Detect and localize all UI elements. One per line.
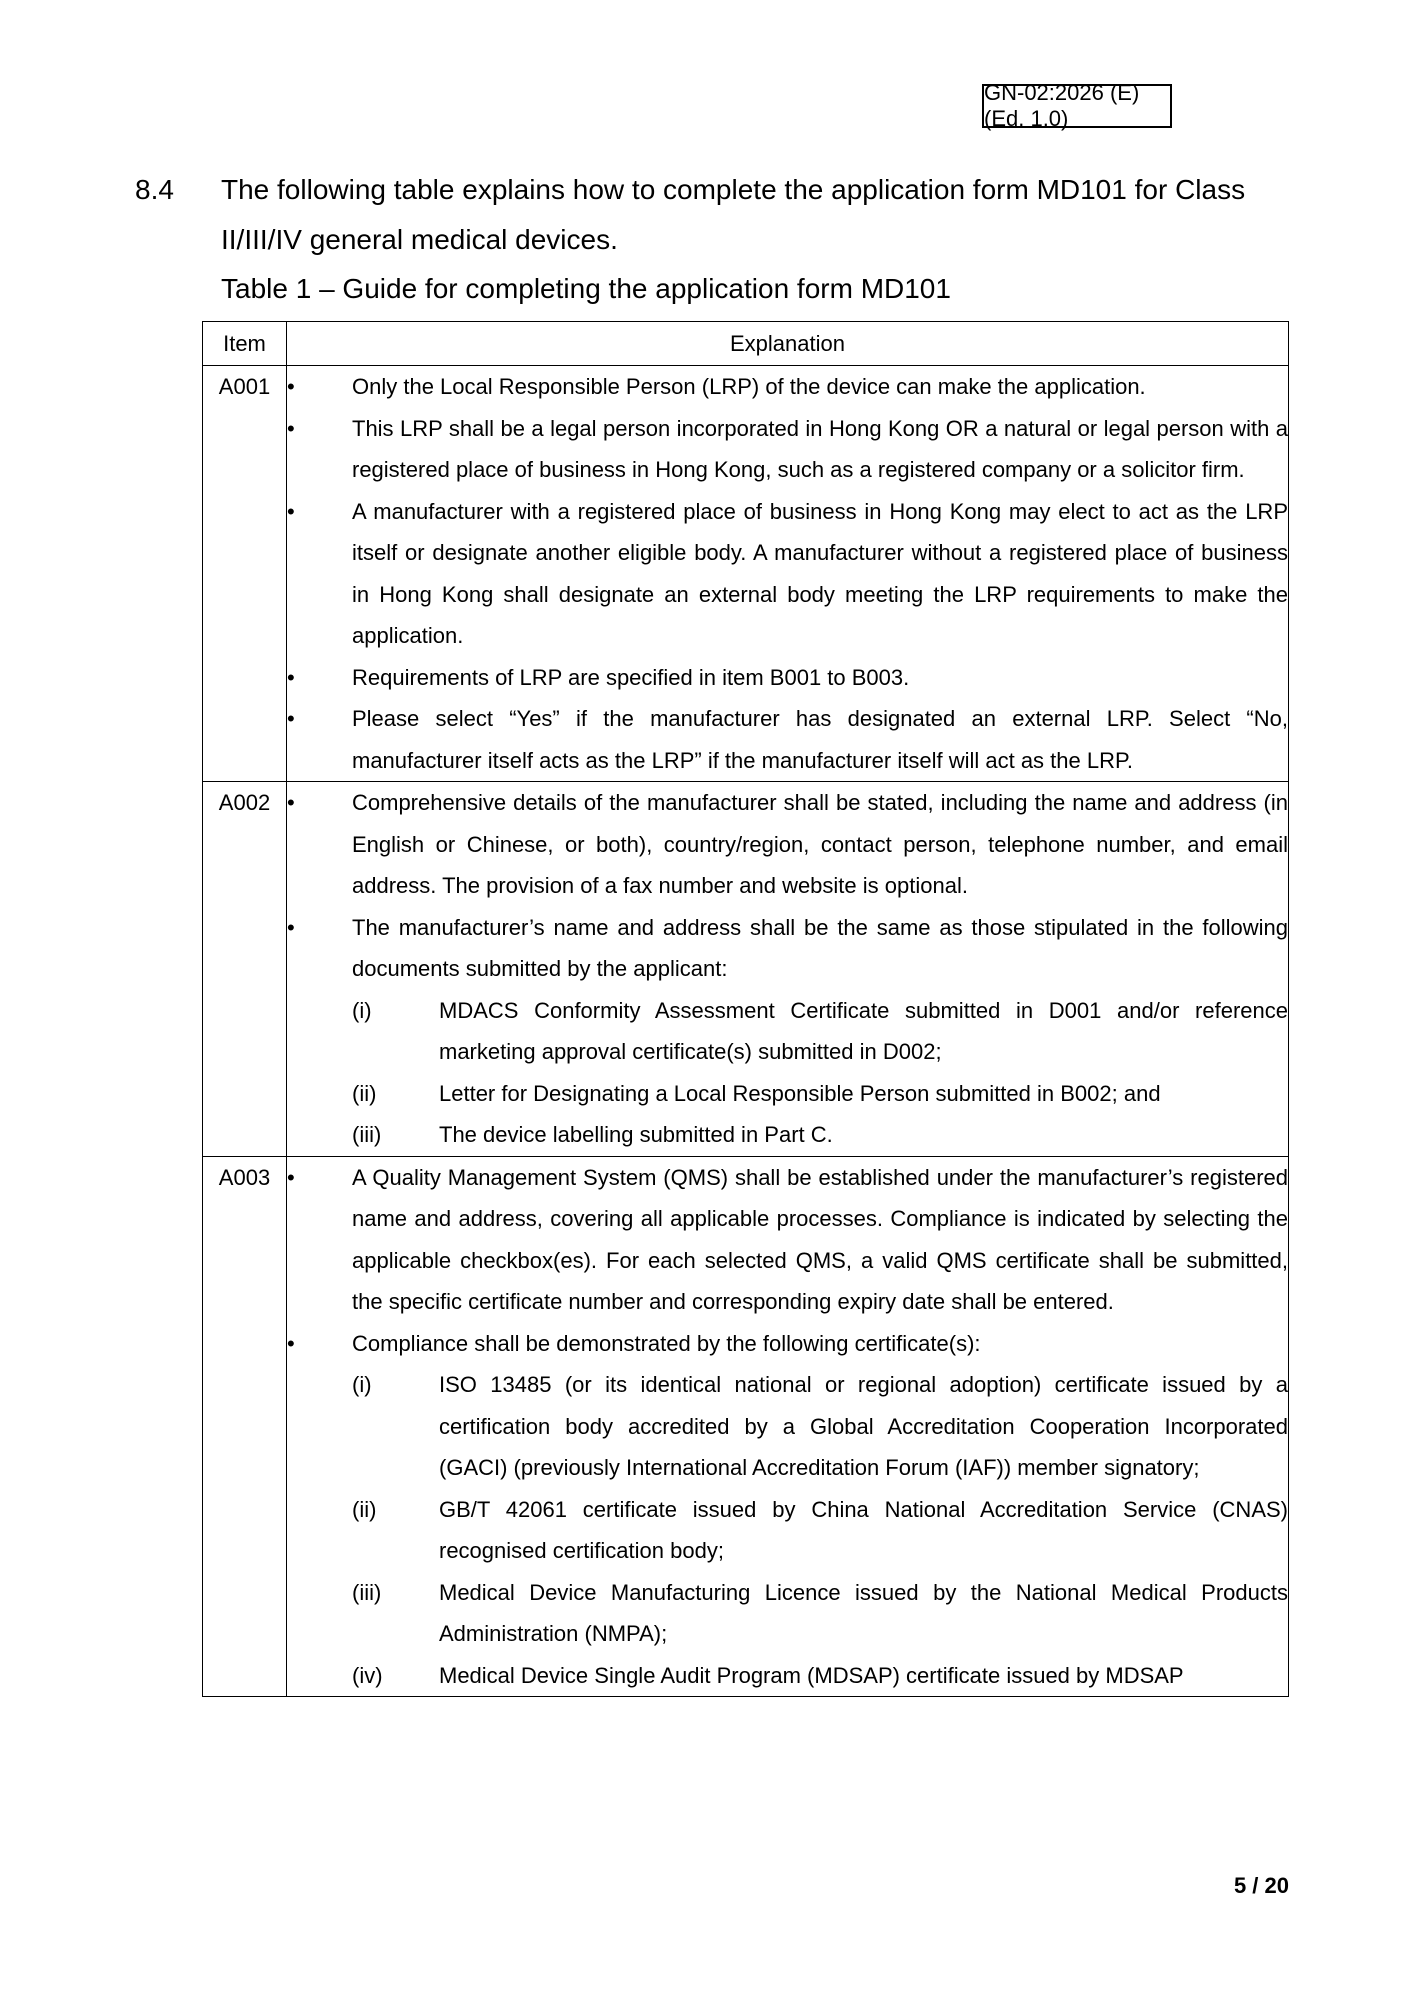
section-paragraph [135, 165, 1295, 265]
sub-item-label: (iii) [352, 1579, 382, 1605]
bullet-text: The manufacturer’s name and address shall be the same as those stipulated in the following documents submitted by the applicant: [352, 914, 1288, 981]
bullet-icon: • [287, 790, 295, 815]
explanation-cell [287, 366, 1289, 782]
bullet-text: Requirements of LRP are specified in item B001 to B003. [352, 664, 910, 690]
table-body [203, 366, 1289, 1697]
bullet-text: This LRP shall be a legal person incorporated in Hong Kong OR a natural or legal person with a registered place of business in Hong Kong, such as a registered company or a solicitor firm. [352, 415, 1288, 482]
guide-table [202, 321, 1289, 1697]
sub-item-text: MDACS Conformity Assessment Certificate submitted in D001 and/or reference marketing approval certificate(s) submitted in D002; [439, 997, 1288, 1064]
bullet-item [287, 366, 1288, 408]
sub-item-label: (iv) [352, 1662, 383, 1688]
sub-item [352, 1114, 1288, 1156]
bullet-text: A Quality Management System (QMS) shall be established under the manufacturer’s registered name and address, covering all applicable processes. Compliance is indicated by selecting the applicable checkbox(es). For each selected QMS, a valid QMS certificate shall be submitted, the specific certificate number and corresponding expiry date shall be entered. [352, 1164, 1288, 1314]
bullet-icon: • [287, 415, 295, 441]
sub-item [352, 990, 1288, 1073]
header-explanation: Explanation [287, 322, 1289, 366]
table-header-row [203, 322, 1289, 366]
bullet-icon: • [287, 664, 295, 690]
bullet-text: Only the Local Responsible Person (LRP) of the device can make the application. [352, 374, 1146, 399]
page-number: 5 / 20 [1233, 1873, 1289, 1898]
sub-item-text: Medical Device Single Audit Program (MDSAP) certificate issued by MDSAP [439, 1662, 1184, 1688]
sub-item-label: (iii) [352, 1122, 382, 1147]
bullet-item [287, 698, 1288, 781]
item-code: A001 [203, 366, 287, 782]
bullet-item [287, 408, 1288, 491]
sub-item-label: (i) [352, 1372, 372, 1397]
bullet-text: A manufacturer with a registered place of business in Hong Kong may elect to act as the LRP itself or designate another eligible body. A manufacturer without a registered place of business in Hong Kong shall designate an external body meeting the LRP requirements to make the application. [352, 498, 1288, 648]
sub-item-text: ISO 13485 (or its identical national or regional adoption) certificate issued by a certification body accredited by a Global Accreditation Cooperation Incorporated (GACI) (previously International Accreditation Forum (IAF)) member signatory; [439, 1372, 1288, 1480]
sub-item-text: The device labelling submitted in Part C. [439, 1122, 833, 1147]
table-row [203, 782, 1289, 1157]
sub-item-text: Letter for Designating a Local Responsible Person submitted in B002; and [439, 1080, 1161, 1106]
bullet-icon: • [287, 498, 295, 524]
table-caption: Table 1 – Guide for completing the application form MD101 [221, 273, 951, 304]
bullet-icon: • [287, 374, 295, 399]
sub-item-label: (ii) [352, 1080, 377, 1106]
bullet-item [287, 1323, 1288, 1365]
item-code: A002 [203, 782, 287, 1157]
document-id: GN-02:2026 (E)(Ed. 1.0) [984, 80, 1140, 131]
sub-item [352, 1364, 1288, 1489]
sub-item-label: (ii) [352, 1496, 377, 1522]
sub-item-text: GB/T 42061 certificate issued by China National Accreditation Service (CNAS) recognised certification body; [439, 1496, 1288, 1563]
section-text: The following table explains how to complete the application form MD101 for Class II/III/IV general medical devices. [221, 174, 1246, 255]
header-item: Item [203, 322, 287, 366]
document-id-box [982, 80, 1172, 131]
explanation-cell [287, 1156, 1289, 1697]
sub-item-label: (i) [352, 997, 372, 1023]
explanation-cell [287, 782, 1289, 1157]
bullet-item [287, 491, 1288, 657]
bullet-item [287, 907, 1288, 990]
sub-item [352, 1073, 1288, 1115]
bullet-text: Comprehensive details of the manufacturer shall be stated, including the name and address (in English or Chinese, or both), country/region, contact person, telephone number, and email address. The provision of a fax number and website is optional. [352, 790, 1288, 898]
bullet-text: Please select “Yes” if the manufacturer has designated an external LRP. Select “No, manufacturer itself acts as the LRP” if the manufacturer itself will act as the LRP. [352, 706, 1288, 773]
table-row [203, 1156, 1289, 1697]
sub-item [352, 1572, 1288, 1655]
sub-item [352, 1655, 1288, 1697]
bullet-icon: • [287, 1330, 295, 1356]
bullet-text: Compliance shall be demonstrated by the following certificate(s): [352, 1330, 981, 1356]
bullet-icon: • [287, 706, 295, 731]
bullet-icon: • [287, 1164, 295, 1190]
item-code: A003 [203, 1156, 287, 1697]
table-row [203, 366, 1289, 782]
bullet-icon: • [287, 914, 295, 940]
bullet-item [287, 782, 1288, 907]
section-number: 8.4 [135, 174, 174, 205]
bullet-item [287, 657, 1288, 699]
sub-item [352, 1489, 1288, 1572]
sub-item-text: Medical Device Manufacturing Licence issued by the National Medical Products Administration (NMPA); [439, 1579, 1288, 1646]
bullet-item [287, 1157, 1288, 1323]
